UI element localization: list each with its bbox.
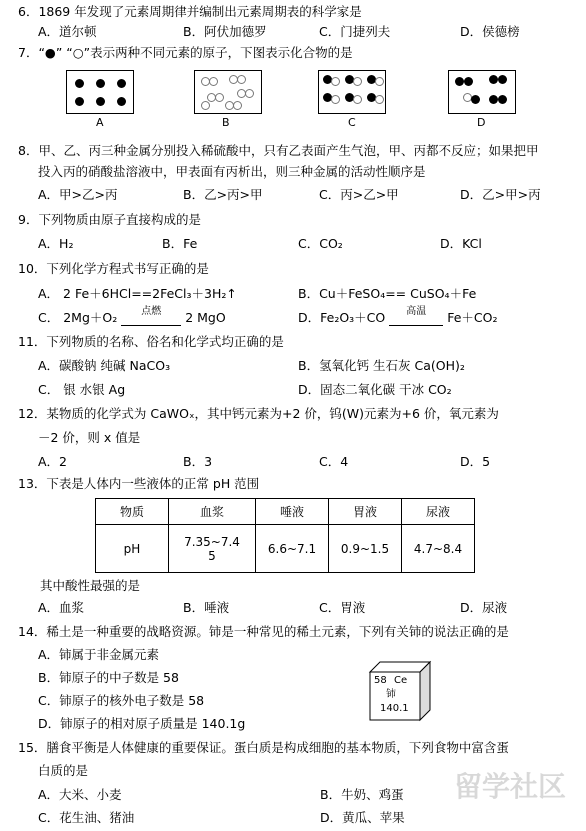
q9-stem: 9．下列物质由原子直接构成的是 (18, 212, 201, 227)
q10-option-c (38, 306, 226, 326)
q15-option-c: C．花生油、猪油 (38, 810, 135, 825)
molecule-diagram-c (318, 70, 386, 114)
ph-table-header: 血浆 (169, 499, 256, 525)
q10-stem: 10．下列化学方程式书写正确的是 (18, 261, 209, 276)
watermark-logo: 留学社区 (453, 770, 566, 803)
q10-c-left: C． 2Mg＋O₂ (38, 310, 118, 325)
diagram-label-b: B (222, 116, 230, 129)
q15-option-d: D．黄瓜、苹果 (320, 810, 405, 825)
q11-stem: 11．下列物质的名称、俗名和化学式均正确的是 (18, 334, 284, 349)
q9-option-c: C．CO₂ (298, 236, 343, 251)
ph-value-plasma-wrap: 5 (208, 548, 216, 563)
q12-option-a: A．2 (38, 454, 68, 469)
q15-option-b: B．牛奶、鸡蛋 (320, 787, 404, 802)
cerium-element-box (368, 660, 428, 718)
q13-option-b: B．唾液 (183, 600, 230, 615)
q7-stem: 7．“●” “○”表示两种不同元素的原子，下图表示化合物的是 (18, 45, 353, 60)
element-atomic-number: 58 (374, 675, 387, 686)
diagram-label-c: C (348, 116, 356, 129)
q6-option-b: B．阿伏加德罗 (183, 24, 267, 39)
q12-stem-line1: 12．某物质的化学式为 CaWOₓ，其中钙元素为+2 价，钨(W)元素为+6 价，氧元素为 (18, 406, 499, 421)
q13-option-c: C．胃液 (319, 600, 366, 615)
ph-table-cell (169, 525, 256, 573)
ph-table-header: 物质 (96, 499, 169, 525)
molecule-diagram-b (194, 70, 262, 114)
q6-option-a: A．道尔顿 (38, 24, 97, 39)
diagram-label-d: D (477, 116, 486, 129)
q10-c-condition: 点燃 (141, 306, 162, 317)
q6-option-d: D．侯德榜 (460, 24, 520, 39)
ph-table-cell: 0.9~1.5 (329, 525, 402, 573)
ph-table-header: 尿液 (402, 499, 475, 525)
q15-stem-line2: 白质的是 (38, 763, 89, 778)
q13-option-a: A．血浆 (38, 600, 85, 615)
q14-stem: 14．稀土是一种重要的战略资源。铈是一种常见的稀土元素，下列有关铈的说法正确的是 (18, 624, 509, 639)
q14-option-c: C．铈原子的核外电子数是 58 (38, 693, 205, 708)
q12-stem-line2: －2 价，则 x 值是 (38, 430, 141, 445)
q9-option-b: B．Fe (162, 236, 198, 251)
q13-option-d: D．尿液 (460, 600, 508, 615)
q6-stem: 6．1869 年发现了元素周期律并编制出元素周期表的科学家是 (18, 4, 362, 19)
q8-option-a: A．甲>乙>丙 (38, 187, 118, 202)
q10-d-condition: 高温 (406, 306, 427, 317)
q8-option-c: C．丙>乙>甲 (319, 187, 399, 202)
q15-stem-line1: 15．膳食平衡是人体健康的重要保证。蛋白质是构成细胞的基本物质，下列食物中富含蛋 (18, 740, 509, 755)
q14-option-a: A．铈属于非金属元素 (38, 647, 160, 662)
q13-stem: 13．下表是人体内一些液体的正常 pH 范围 (18, 476, 260, 491)
q14-option-d: D．铈原子的相对原子质量是 140.1g (38, 716, 246, 731)
q12-option-b: B．3 (183, 454, 213, 469)
element-name: 铈 (386, 689, 396, 700)
q11-option-c: C． 银 水银 Ag (38, 382, 126, 397)
ph-table-row-label: pH (96, 525, 169, 573)
molecule-diagram-d (448, 70, 516, 114)
q12-option-d: D．5 (460, 454, 491, 469)
q6-option-c: C．门捷列夫 (319, 24, 391, 39)
q10-d-left: D．Fe₂O₃＋CO (298, 310, 386, 325)
q12-option-c: C．4 (319, 454, 349, 469)
q9-option-d: D．KCl (440, 236, 482, 251)
q14-option-b: B．铈原子的中子数是 58 (38, 670, 179, 685)
q10-c-right: 2 MgO (185, 310, 226, 325)
ph-table-header: 唾液 (256, 499, 329, 525)
q10-option-b: B．Cu＋FeSO₄== CuSO₄＋Fe (298, 286, 477, 301)
molecule-diagram-a (66, 70, 134, 114)
q15-option-a: A．大米、小麦 (38, 787, 122, 802)
ph-value-plasma: 7.35~7.4 (184, 534, 240, 549)
q8-option-d: D．乙>甲>丙 (460, 187, 541, 202)
q10-option-a: A． 2 Fe＋6HCl==2FeCl₃＋3H₂↑ (38, 286, 237, 301)
q11-option-d: D．固态二氧化碳 干冰 CO₂ (298, 382, 452, 397)
ph-table (95, 498, 475, 573)
reaction-condition-arrow (389, 306, 443, 326)
q10-option-d (298, 306, 498, 326)
diagram-label-a: A (96, 116, 104, 129)
reaction-condition-arrow (121, 306, 181, 326)
q13-tail: 其中酸性最强的是 (40, 578, 141, 593)
q9-option-a: A．H₂ (38, 236, 74, 251)
q11-option-b: B．氢氧化钙 生石灰 Ca(OH)₂ (298, 358, 465, 373)
q11-option-a: A．碳酸钠 纯碱 NaCO₃ (38, 358, 171, 373)
q8-stem-line2: 投入丙的硝酸盐溶液中，甲表面有丙析出，则三种金属的活动性顺序是 (38, 164, 426, 179)
element-symbol: Ce (394, 675, 408, 686)
ph-table-cell: 4.7~8.4 (402, 525, 475, 573)
ph-table-header: 胃液 (329, 499, 402, 525)
ph-table-cell: 6.6~7.1 (256, 525, 329, 573)
q8-stem-line1: 8．甲、乙、丙三种金属分别投入稀硫酸中，只有乙表面产生气泡，甲、丙都不反应；如果把甲 (18, 143, 539, 158)
element-atomic-mass: 140.1 (380, 703, 409, 714)
q10-d-right: Fe＋CO₂ (447, 310, 498, 325)
q8-option-b: B．乙>丙>甲 (183, 187, 263, 202)
